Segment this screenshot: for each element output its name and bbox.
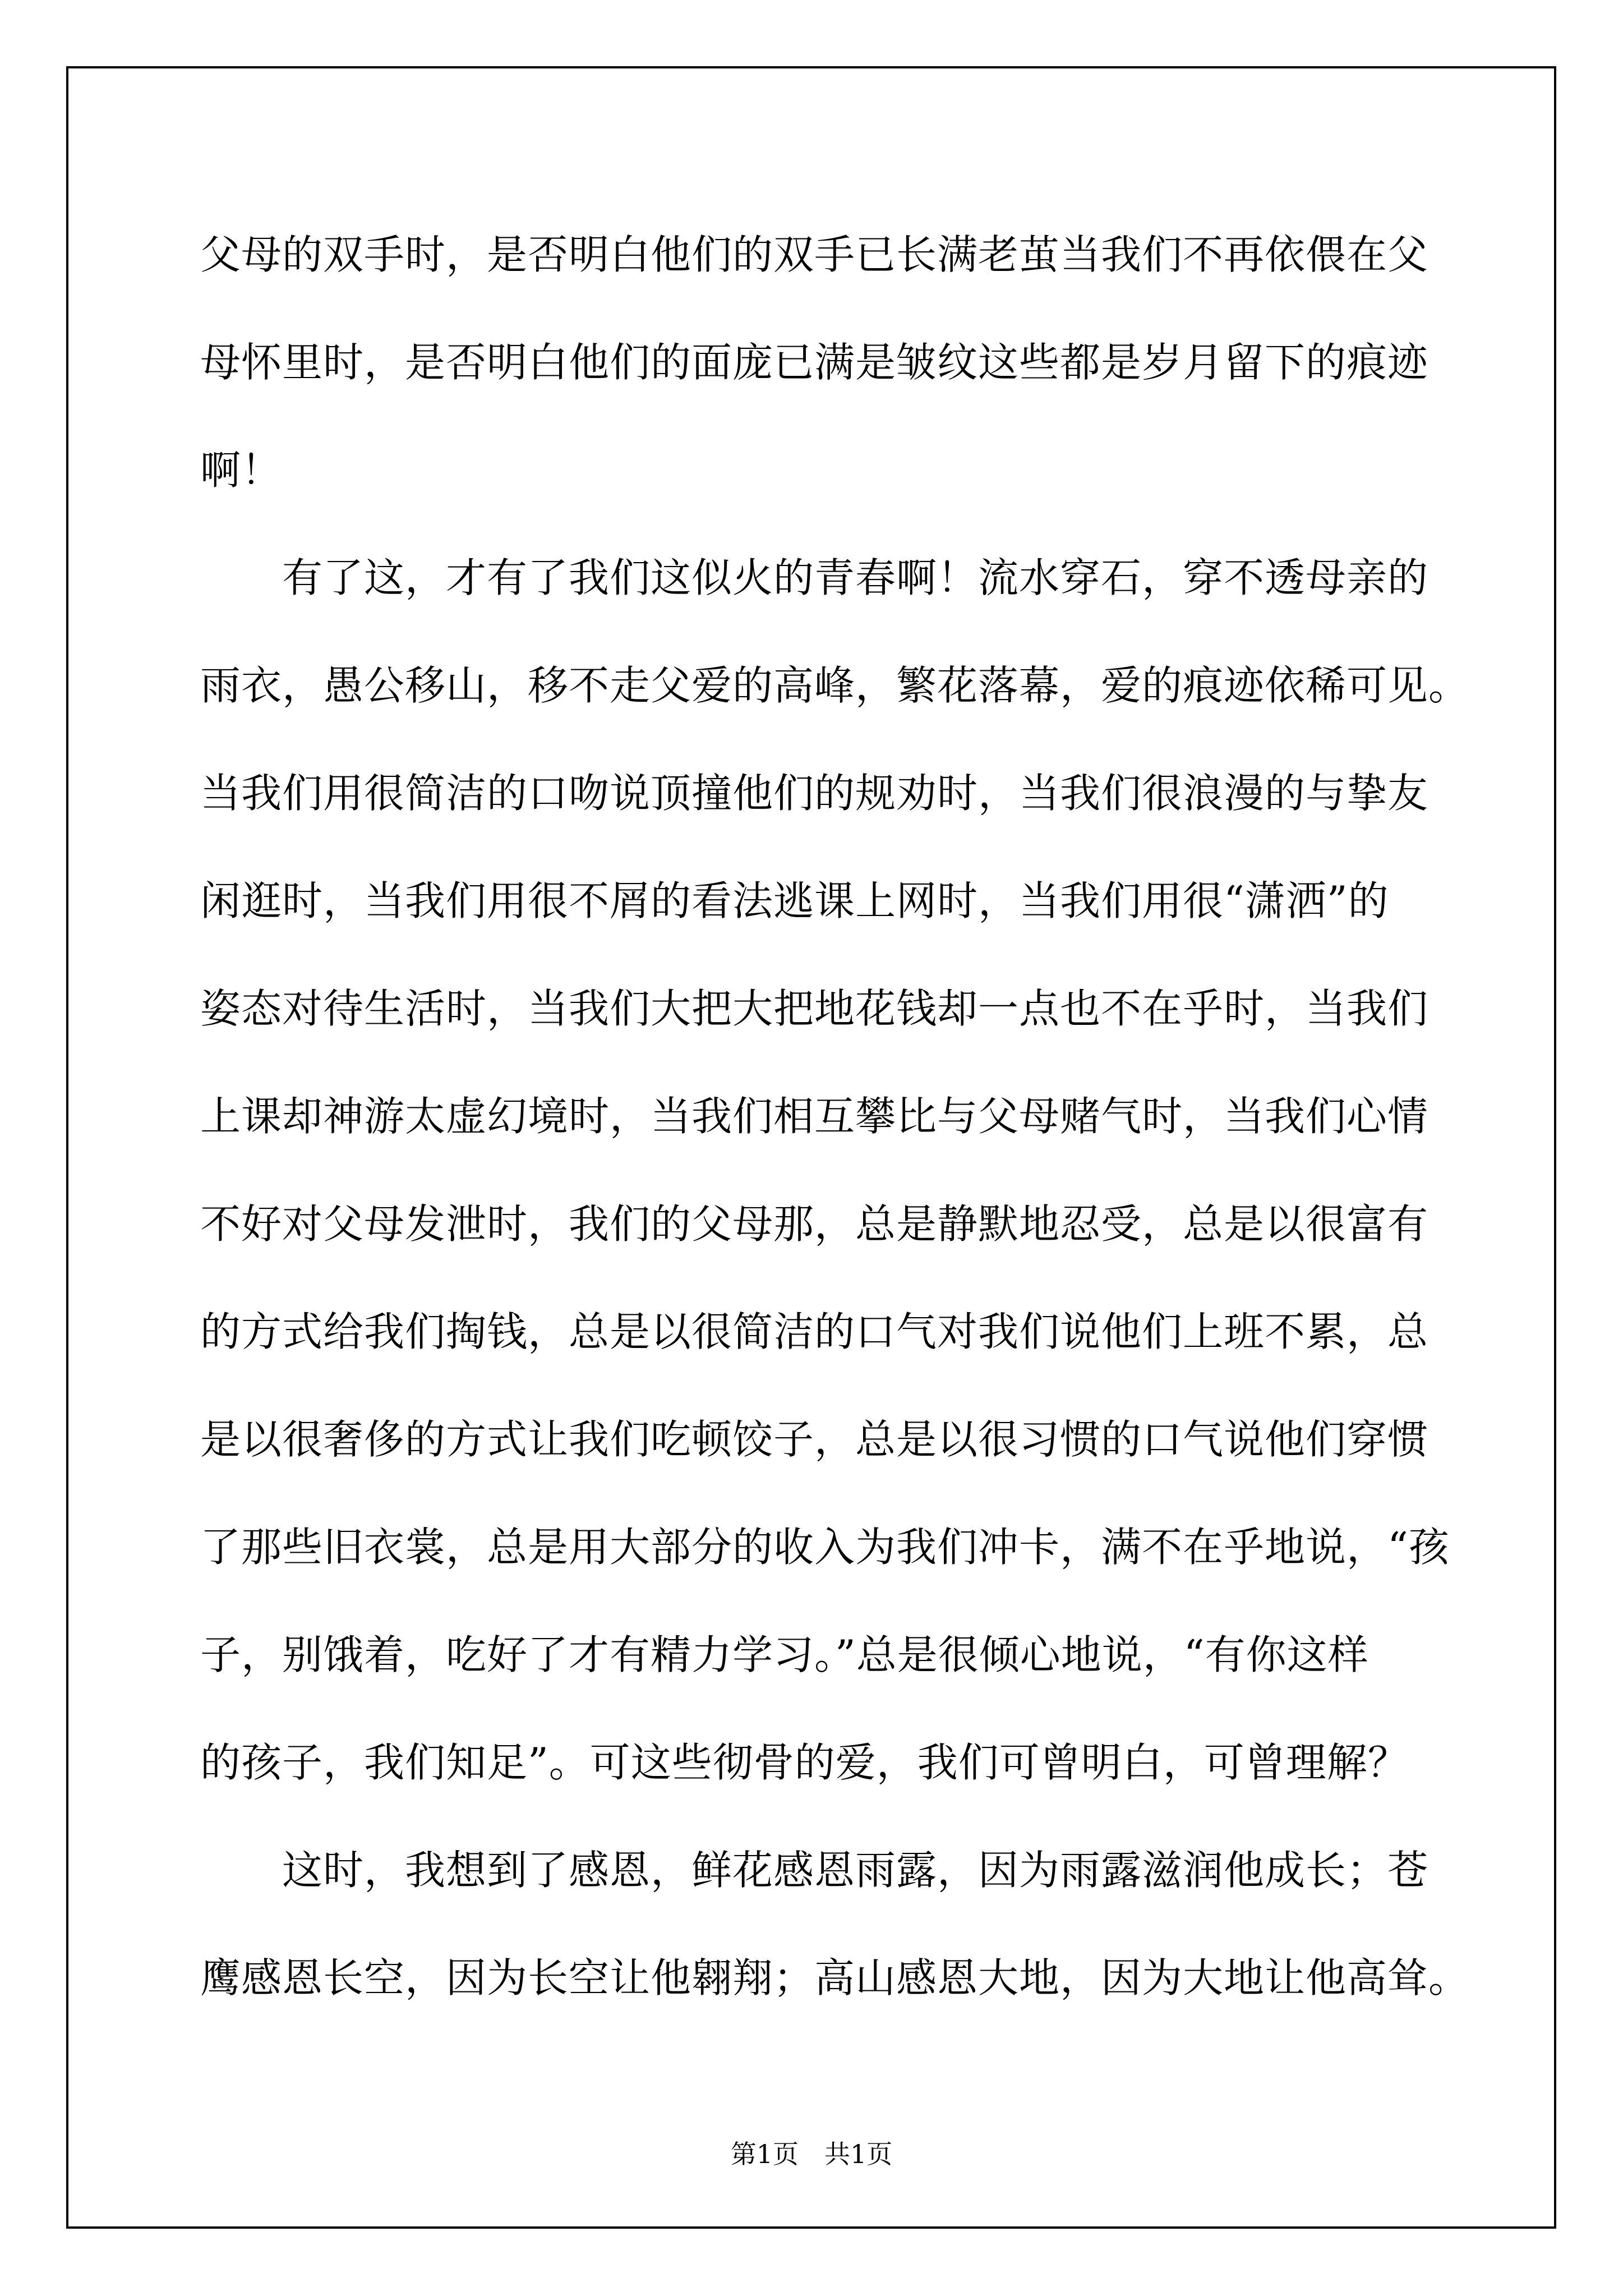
text-line: 当我们用很简洁的口吻说顶撞他们的规劝时，当我们很浪漫的与挚友 xyxy=(200,770,1429,817)
paragraph-start-line: 有了这，才有了我们这似火的青春啊！流水穿石，穿不透母亲的 xyxy=(282,554,1429,601)
text-line: 子，别饿着，吃好了才有精力学习。”总是很倾心地说，“有你这样 xyxy=(200,1631,1369,1678)
text-line: 是以很奢侈的方式让我们吃顿饺子，总是以很习惯的口气说他们穿惯 xyxy=(200,1416,1429,1463)
text-line: 鹰感恩长空，因为长空让他翱翔；高山感恩大地，因为大地让他高耸。 xyxy=(200,1954,1470,2001)
paragraph-start-line: 这时，我想到了感恩，鲜花感恩雨露，因为雨露滋润他成长；苍 xyxy=(282,1847,1429,1894)
text-line: 母怀里时，是否明白他们的面庞已满是皱纹这些都是岁月留下的痕迹 xyxy=(200,339,1429,386)
text-line: 雨衣，愚公移山，移不走父爱的高峰，繁花落幕，爱的痕迹依稀可见。 xyxy=(200,662,1470,709)
document-body xyxy=(200,201,1470,2032)
text-line: 的方式给我们掏钱，总是以很简洁的口气对我们说他们上班不累，总 xyxy=(200,1308,1429,1355)
page-number-footer: 第1页 共1页 xyxy=(730,2139,893,2169)
text-line: 不好对父母发泄时，我们的父母那，总是静默地忍受，总是以很富有 xyxy=(200,1200,1429,1248)
text-line: 姿态对待生活时，当我们大把大把地花钱却一点也不在乎时，当我们 xyxy=(200,985,1429,1032)
text-line: 啊！ xyxy=(200,447,283,494)
text-line: 闲逛时，当我们用很不屑的看法逃课上网时，当我们用很“潇洒”的 xyxy=(200,877,1389,924)
text-line: 父母的双手时，是否明白他们的双手已长满老茧当我们不再依偎在父 xyxy=(200,231,1429,278)
text-line: 了那些旧衣裳，总是用大部分的收入为我们冲卡，满不在乎地说，“孩 xyxy=(200,1524,1450,1571)
text-line: 的孩子，我们知足”。可这些彻骨的爱，我们可曾明白，可曾理解？ xyxy=(200,1739,1409,1786)
text-line: 上课却神游太虚幻境时，当我们相互攀比与父母赌气时，当我们心情 xyxy=(200,1093,1429,1140)
